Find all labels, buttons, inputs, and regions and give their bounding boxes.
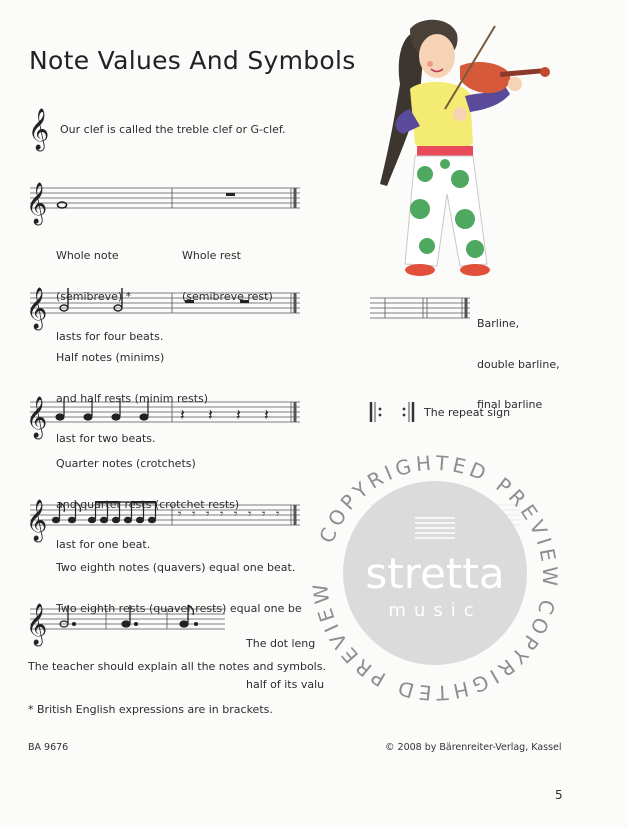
barline-line1: Barline,: [477, 317, 520, 330]
svg-text:𝄾: 𝄾: [276, 507, 280, 522]
teacher-note: The teacher should explain all the notes and symbols.: [28, 660, 326, 673]
whole-rest-symbol: [226, 193, 235, 196]
svg-text:𝄾: 𝄾: [206, 507, 210, 522]
svg-text:𝄾: 𝄾: [178, 507, 182, 522]
whole-note-line1: Whole note: [56, 249, 119, 262]
treble-clef-symbol: [28, 108, 49, 151]
svg-text:𝄾: 𝄾: [248, 507, 252, 522]
svg-text:𝄾: 𝄾: [192, 507, 196, 522]
svg-text:𝄽: 𝄽: [208, 405, 213, 424]
svg-text:𝄾: 𝄾: [234, 507, 238, 522]
quarter-notes-line1: Quarter notes (crotchets): [56, 457, 196, 470]
barline-line2: double barline,: [477, 357, 560, 371]
half-notes-line2: and half rests (minim rests): [56, 391, 209, 405]
watermark-ring-text-2: COPYRIGHTED PREVIEW: [307, 578, 560, 706]
repeat-sign-text: The repeat sign: [424, 406, 511, 419]
watermark-sub: music: [388, 600, 482, 621]
svg-text:𝄞: 𝄞: [28, 109, 50, 150]
svg-text:𝄞: 𝄞: [26, 397, 48, 438]
svg-text:𝄾: 𝄾: [262, 507, 266, 522]
svg-text:𝄞: 𝄞: [26, 500, 48, 541]
watermark-ring-text: COPYRIGHTED PREVIEW: [314, 450, 563, 591]
half-notes-line1: Half notes (minims): [56, 351, 165, 364]
quarter-notes-line3: last for one beat.: [56, 538, 151, 551]
svg-text:𝄽: 𝄽: [264, 405, 269, 424]
svg-text:𝄞: 𝄞: [26, 183, 48, 224]
svg-text:𝄽: 𝄽: [180, 405, 185, 424]
dot-line2: half of its valu: [246, 677, 325, 691]
dot-line1: The dot leng: [246, 637, 316, 650]
eighth-notes-line1: Two eighth notes (quavers) equal one beat.: [56, 561, 296, 574]
stretta-watermark: [305, 448, 565, 708]
whole-note-line2: (semibreve) *: [56, 289, 132, 303]
quarter-notes-line2: and quarter rests (crotchet rests): [56, 497, 240, 511]
svg-text:𝄞: 𝄞: [26, 604, 48, 645]
footer-left: BA 9676: [28, 742, 69, 753]
watermark-brand: stretta: [365, 549, 505, 598]
whole-rest-line2: (semibreve rest): [182, 289, 273, 303]
svg-text:𝄞: 𝄞: [26, 288, 48, 329]
footer-right: © 2008 by Bärenreiter-Verlag, Kassel: [385, 742, 562, 753]
repeat-sign-symbol: [371, 402, 413, 422]
barline-line3: final barline: [477, 398, 543, 411]
barline-sample-staff: [370, 298, 470, 318]
whole-rest-text: [182, 222, 273, 330]
staff-whole: [30, 188, 300, 208]
whole-rest-line1: Whole rest: [182, 249, 241, 262]
svg-text:𝄽: 𝄽: [236, 405, 241, 424]
whole-note-line3: lasts for four beats.: [56, 330, 164, 343]
clef-description: Our clef is called the treble clef or G-clef.: [60, 123, 286, 136]
half-notes-line3: last for two beats.: [56, 432, 156, 445]
eighth-notes-line2: Two eighth rests (quaver rests) equal one be: [56, 601, 302, 615]
page-number: 5: [555, 788, 563, 802]
page-title: Note Values And Symbols: [29, 46, 356, 75]
footnote: * British English expressions are in brackets.: [28, 703, 273, 716]
svg-text:𝄾: 𝄾: [220, 507, 224, 522]
